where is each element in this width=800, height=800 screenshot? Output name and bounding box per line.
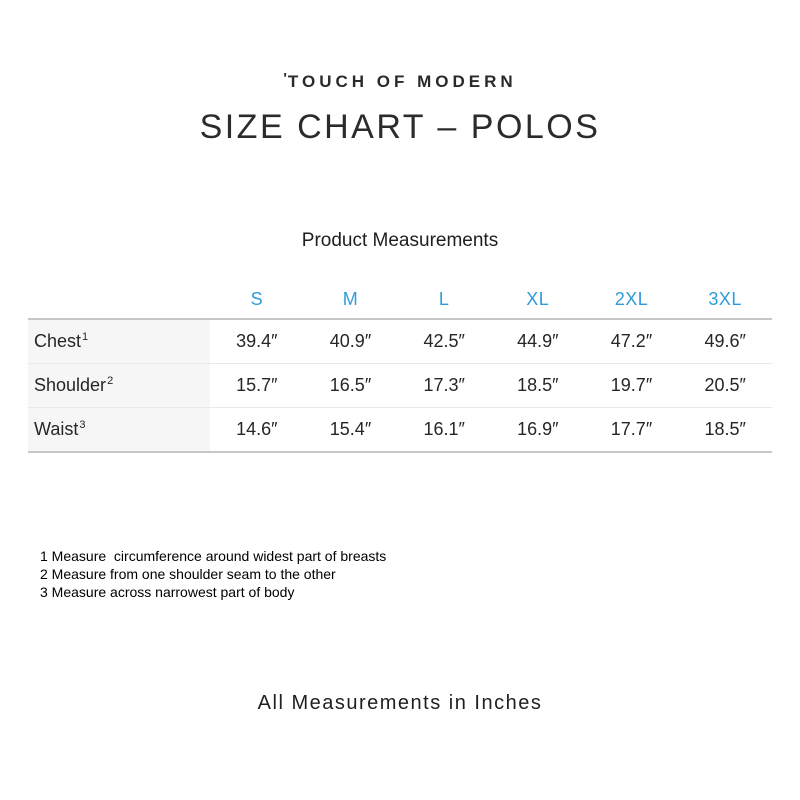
size-table <box>28 280 772 453</box>
size-header-xl: XL <box>526 288 550 309</box>
measurement-value: 39.4″ <box>236 331 278 351</box>
measurement-value: 18.5″ <box>704 419 746 439</box>
measurement-value: 14.6″ <box>236 419 278 439</box>
measurement-value: 49.6″ <box>704 331 746 351</box>
footer-note: All Measurements in Inches <box>257 692 543 714</box>
table-row-chest <box>28 320 772 363</box>
page-title: SIZE CHART – POLOS <box>199 108 601 146</box>
measurement-value: 15.7″ <box>236 375 278 395</box>
measurement-value: 16.5″ <box>329 375 372 395</box>
table-row-waist <box>28 407 772 451</box>
measurement-value: 16.9″ <box>517 419 559 439</box>
table-caption: Product Measurements <box>301 230 499 251</box>
table-row-shoulder <box>28 363 772 407</box>
row-label-text: Chest <box>34 331 82 351</box>
logo-text: TOUCH OF MODERN <box>287 72 517 91</box>
footnote-2: 2 Measure from one shoulder seam to the other <box>40 566 336 582</box>
size-header-s: S <box>250 288 264 309</box>
measurement-value: 44.9″ <box>517 331 559 351</box>
size-header-3xl: 3XL <box>708 288 742 309</box>
size-header-m: M <box>342 288 359 309</box>
measurement-value: 47.2″ <box>610 331 653 351</box>
measurement-value: 42.5″ <box>423 331 465 351</box>
footnote-3: 3 Measure across narrowest part of body <box>40 584 295 600</box>
footnote-1: 1 Measure circumference around widest part of breasts <box>40 548 387 564</box>
measurement-value: 16.1″ <box>423 419 465 439</box>
brand-logo <box>0 72 800 92</box>
row-label-text: Waist <box>34 419 79 439</box>
logo-tick-icon: ' <box>283 70 287 87</box>
size-header-row <box>28 280 772 318</box>
footnotes <box>40 547 386 601</box>
row-label-shoulder: Shoulder $^2$ <box>28 364 210 407</box>
measurement-value: 17.7″ <box>610 419 653 439</box>
size-header-2xl: 2XL <box>614 288 649 309</box>
measurement-value: 18.5″ <box>517 375 559 395</box>
size-table-body <box>28 318 772 453</box>
measurement-value: 15.4″ <box>329 419 372 439</box>
measurement-value: 19.7″ <box>610 375 653 395</box>
row-label-text: Shoulder <box>34 375 107 395</box>
row-label-chest: Chest $^1$ <box>28 320 210 363</box>
row-label-waist: Waist $^3$ <box>28 408 210 451</box>
measurement-value: 17.3″ <box>423 375 465 395</box>
measurement-value: 20.5″ <box>704 375 746 395</box>
size-header-l: L <box>438 288 450 309</box>
measurement-value: 40.9″ <box>329 331 372 351</box>
